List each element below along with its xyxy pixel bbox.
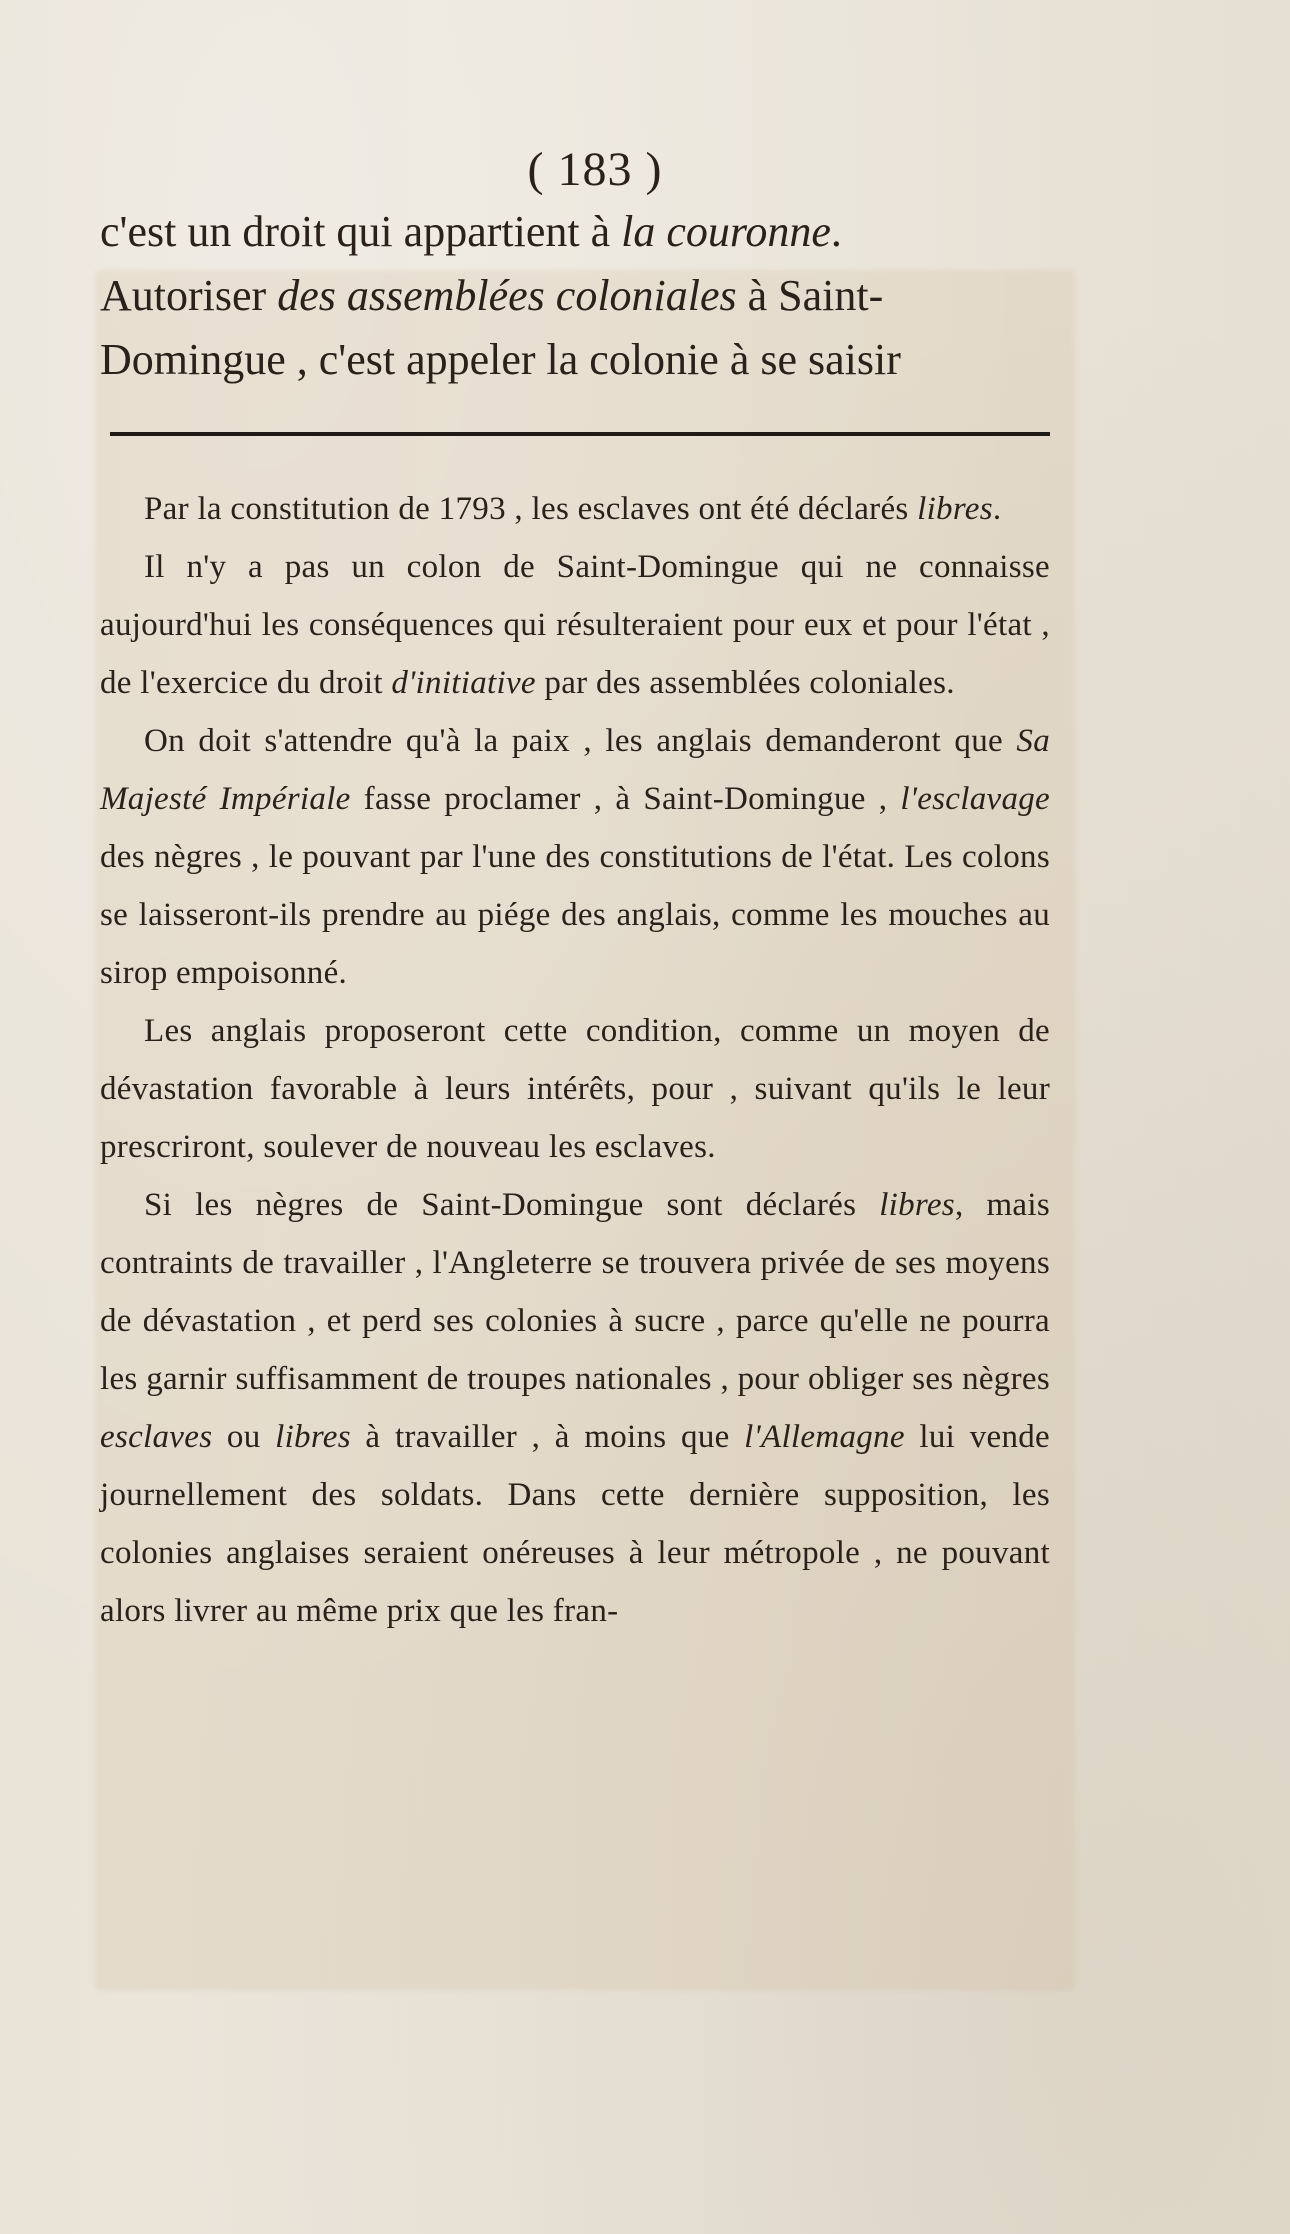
page-content (100, 140, 1050, 1640)
top-line-1: c'est un droit qui appartient à la couronne. (100, 207, 842, 256)
paragraph-2: Il n'y a pas un colon de Saint-Domingue qui ne connaisse aujourd'hui les conséquences qui résulteraient pour eux et pour l'état , de l'exercice du droit d'initiative par des assemblées coloniales. (100, 549, 1050, 701)
horizontal-rule (110, 432, 1050, 436)
paragraph-5: Si les nègres de Saint-Domingue sont déclarés libres, mais contraints de travailler , l'Angleterre se trouvera privée de ses moyens de dévastation , et perd ses colonies à sucre , parce qu'elle ne pourra les garnir suffisamment de troupes nationales , pour obliger ses nègres esclaves ou libres à travailler , à moins que l'Allemagne lui vende journellement des soldats. Dans cette dernière supposition, les colonies anglaises seraient onéreuses à leur métropole , ne pouvant alors livrer au même prix que les fran- (100, 1187, 1050, 1629)
paragraph-1: Par la constitution de 1793 , les esclaves ont été déclarés libres. (144, 491, 1002, 527)
paragraph-4: Les anglais proposeront cette condition, comme un moyen de dévastation favorable à leurs intérêts, pour , suivant qu'ils le leur prescriront, soulever de nouveau les esclaves. (100, 1013, 1050, 1165)
page-number: ( 183 ) (527, 143, 663, 196)
top-line-3: Domingue , c'est appeler la colonie à se saisir (100, 335, 901, 384)
paragraph-3: On doit s'attendre qu'à la paix , les anglais demanderont que Sa Majesté Impériale fasse proclamer , à Saint-Domingue , l'esclavage des nègres , le pouvant par l'une des constitutions de l'état. Les colons se laisseront-ils prendre au piége des anglais, comme les mouches au sirop empoisonné. (100, 723, 1050, 991)
top-line-2: Autoriser des assemblées coloniales à Saint- (100, 271, 884, 320)
